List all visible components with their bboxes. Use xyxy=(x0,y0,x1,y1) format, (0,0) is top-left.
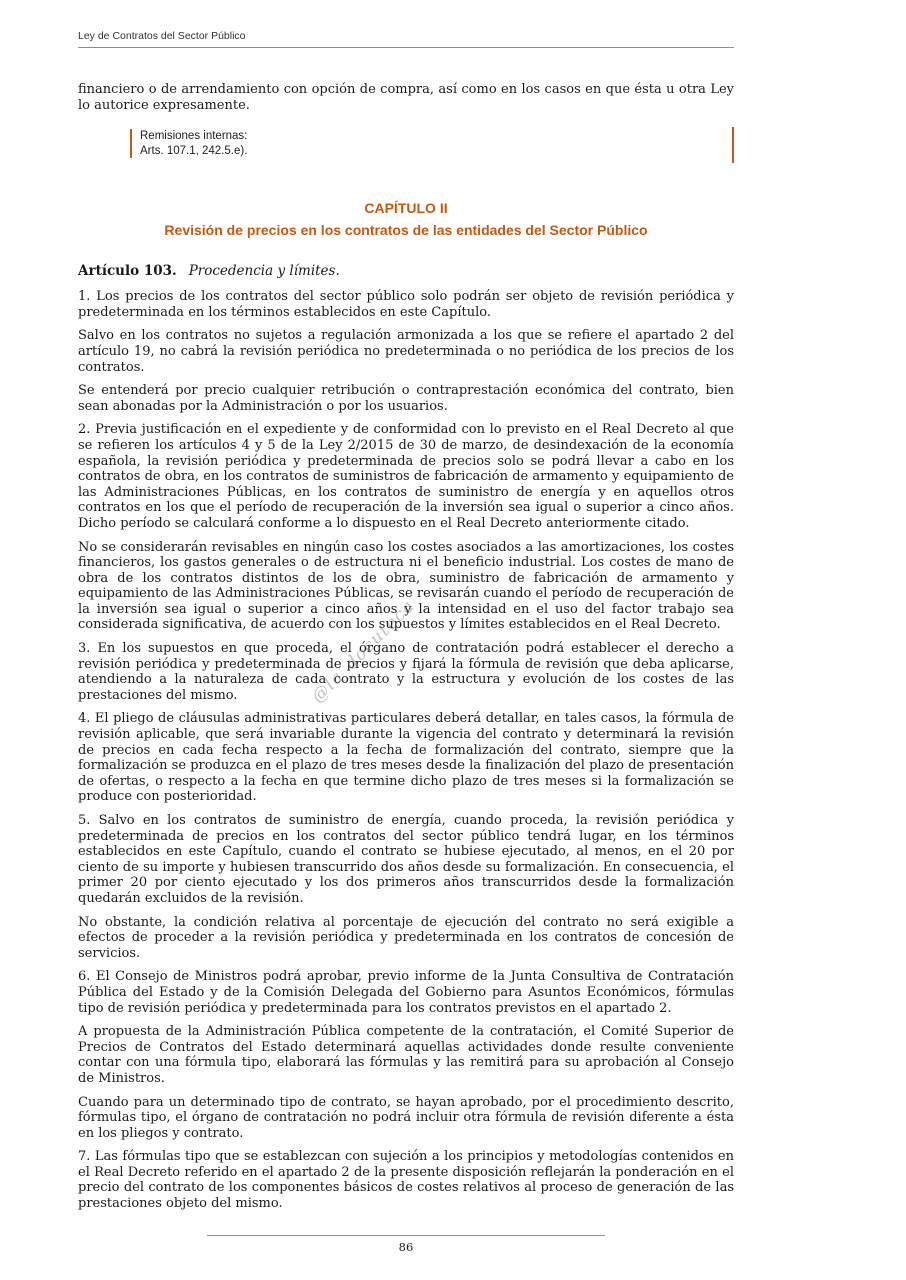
paragraph: Salvo en los contratos no sujetos a regulación armonizada a los que se refiere el apartado 2 del artículo 19, no cabrá la revisión periódica no predeterminada o no periódica de los precios de los contratos. xyxy=(78,328,734,375)
page-footer xyxy=(78,1235,734,1254)
paragraph: 6. El Consejo de Ministros podrá aprobar, previo informe de la Junta Consultiva de Contratación Pública del Estado y de la Comisión Delegada del Gobierno para Asuntos Económicos, fórmulas tipo de revisión periódica y predeterminada para los contratos previstos en el apartado 2. xyxy=(78,969,734,1016)
article-number: Artículo 103. xyxy=(78,263,177,280)
paragraph: 3. En los supuestos en que proceda, el órgano de contratación podrá establecer el derecho a revisión periódica y predeterminada de precios y fijará la fórmula de revisión que deba aplicarse, atendiendo a la naturaleza de cada contrato y la estructura y evolución de los costes de las prestaciones del mismo. xyxy=(78,641,734,703)
document-body xyxy=(78,82,734,1220)
page-header xyxy=(78,30,734,48)
paragraph-continuation: financiero o de arrendamiento con opción de compra, así como en los casos en que ésta u otra Ley lo autorice expresamente. xyxy=(78,82,734,113)
page-number: 86 xyxy=(398,1240,414,1254)
paragraph: 5. Salvo en los contratos de suministro de energía, cuando proceda, la revisión periódica y predeterminada de precios en los contratos del sector público tendrá lugar, en los términos establecidos en este Capítulo, cuando el contrato se hubiese ejecutado, al menos, en el 20 por ciento de su importe y hubiesen transcurrido dos años desde su formalización. En consecuencia, el primer 20 por ciento ejecutado y los dos primeros años transcurridos desde la formalización quedarán excluidos de la revisión. xyxy=(78,813,734,906)
article-title: Procedencia y límites. xyxy=(188,263,340,280)
paragraph: Cuando para un determinado tipo de contrato, se hayan aprobado, por el procedimiento descrito, fórmulas tipo, el órgano de contratación no podrá incluir otra fórmula de revisión diferente a ésta en los pliegos y contrato. xyxy=(78,1094,734,1141)
paragraph: No obstante, la condición relativa al porcentaje de ejecución del contrato no será exigible a efectos de proceder a la revisión periódica y predeterminada en los contratos de concesión de servicios. xyxy=(78,914,734,961)
paragraph: 1. Los precios de los contratos del sector público solo podrán ser objeto de revisión periódica y predeterminada en los términos establecidos en este Capítulo. xyxy=(78,289,734,320)
paragraph: Se entenderá por precio cualquier retribución o contraprestación económica del contrato, bien sean abonadas por la Administración o por los usuarios. xyxy=(78,383,734,414)
paragraph: No se considerarán revisables en ningún caso los costes asociados a las amortizaciones, los costes financieros, los gastos generales o de estructura ni el beneficio industrial. Los costes de mano de obra de los contratos distintos de los de obra, suministro de fabricación de armamento y equipamiento de las Administraciones Públicas, se revisarán cuando el período de recuperación de la inversión sea igual o superior a cinco años y la intensidad en el uso del factor trabajo sea considerada significativa, de acuerdo con los supuestos y límites establecidos en el Real Decreto. xyxy=(78,539,734,633)
paragraph: A propuesta de la Administración Pública competente de la contratación, el Comité Superior de Precios de Contratos del Estado determinará aquellas actividades donde resulte conveniente contar con una fórmula tipo, elaborará las fórmulas y las remitirá para su aprobación al Consejo de Ministros. xyxy=(78,1024,734,1086)
footer-divider xyxy=(207,1235,605,1236)
paragraph: 2. Previa justificación en el expediente y de conformidad con lo previsto en el Real Decreto al que se refieren los artículos 4 y 5 de la Ley 2/2015 de 30 de marzo, de desindexación de la economía española, la revisión periódica y predeterminada de precios solo se podrá llevar a cabo en los contratos de obra, en los contratos de suministros de fabricación de armamento y equipamiento de las Administraciones Públicas, en los contratos de suministro de energía y en aquellos otros contratos en los que el período de recuperación de la inversión sea igual o superior a cinco años. Dicho período se calculará conforme a lo dispuesto en el Real Decreto anteriormente citado. xyxy=(78,422,734,531)
internal-remissions-callout xyxy=(78,129,734,159)
running-head-title: Ley de Contratos del Sector Público xyxy=(78,30,246,42)
right-margin-bar xyxy=(732,127,734,163)
chapter-heading xyxy=(78,197,734,241)
paragraph: 4. El pliego de cláusulas administrativas particulares deberá detallar, en tales casos, la fórmula de revisión aplicable, que será invariable durante la vigencia del contrato y determinará la revisión de precios en cada fecha respecto a la fecha de formalización del contrato, siempre que la formalización se produzca en el plazo de tres meses desde la finalización del plazo de presentación de ofertas, o respecto a la fecha en que termine dicho plazo de tres meses si la formalización se produce con posterioridad. xyxy=(78,711,734,805)
chapter-number: CAPÍTULO II xyxy=(364,200,448,217)
diagonal-watermark: @la_docuteca xyxy=(307,595,420,708)
remissions-references: Arts. 107.1, 242.5.e). xyxy=(140,144,248,157)
paragraph: 7. Las fórmulas tipo que se establezcan con sujeción a los principios y metodologías contenidos en el Real Decreto referido en el apartado 2 de la presente disposición reflejarán la ponderación en el precio del contrato de los componentes básicos de costes relativos al proceso de generación de las prestaciones objeto del mismo. xyxy=(78,1149,734,1212)
article-heading xyxy=(78,263,734,279)
header-divider xyxy=(78,47,734,48)
chapter-title: Revisión de precios en los contratos de las entidades del Sector Público xyxy=(164,222,648,239)
remissions-box xyxy=(130,129,734,158)
remissions-label: Remisiones internas: xyxy=(140,130,248,143)
